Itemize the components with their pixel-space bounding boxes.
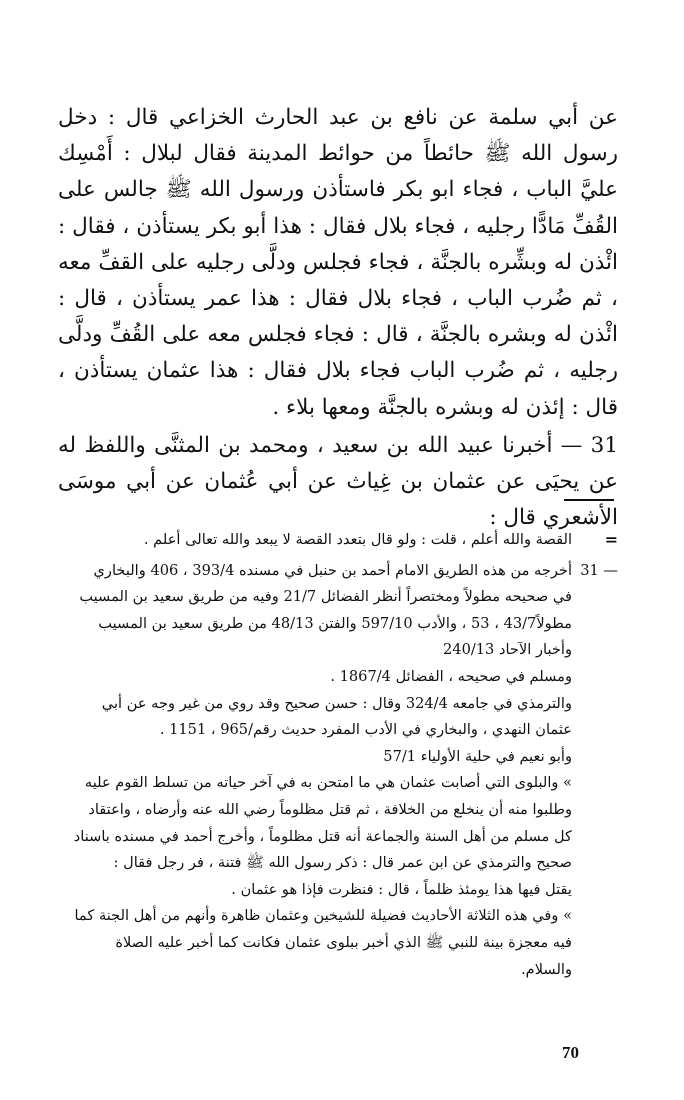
page-number: 70 <box>562 1043 579 1062</box>
footnote-line: يقتل فيها هذا يومئذ ظلماً ، قال : فنظرت فإذا هو عثمان . <box>231 880 572 898</box>
footnote-continuation <box>58 527 618 554</box>
main-text <box>58 100 618 536</box>
footnote-line: ومسلم في صحيحه ، الفضائل 1867/4 . <box>330 667 572 685</box>
hadith-paragraph: عن أبي سلمة عن نافع بن عبد الحارث الخزاعي قال : دخل رسول الله ﷺ حائطاً من حوائط المدينة فقال لبلال : أَمْسِك عليَّ الباب ، فجاء ابو بكر فاستأذن ورسول الله ﷺ جالس على القُفِّ مَادًّا رجليه ، فجاء بلال فقال : هذا أبو بكر يستأذن ، فقال : ائْذن له وبشِّره بالجنَّة ، فجاء فجلس ودلَّى رجليه على القفِّ معه ، ثم ضُرب الباب ، فجاء بلال فقال : هذا عمر يستأذن ، قال : ائْذن له وبشره بالجنَّة ، قال : فجاء فجلس معه على القُفِّ ودلَّى رجليه ، ثم ضُرب الباب فجاء بلال فقال : هذا عثمان يستأذن ، قال : إئذن له وبشره بالجنَّة ومعها بلاء . <box>58 105 618 420</box>
footnote-separator <box>564 499 614 501</box>
footnote-line: » وفي هذه الثلاثة الأحاديث فضيلة للشيخين وعثمان ظاهرة وأنهم من أهل الجنة كما <box>74 907 572 925</box>
footnote-line: وطلبوا منه أن ينخلع من الخلافة ، ثم قتل مظلوماً رضي الله عنه وأرضاه ، واعتقاد <box>88 800 572 818</box>
footnote-line: وأبو نعيم في حلية الأولياء 57/1 <box>383 747 572 765</box>
footnote-line: أخرجه من هذه الطريق الامام أحمد بن حنبل في مسنده 393/4 ، 406 والبخاري <box>93 561 572 579</box>
footnote-line: مطولاً43/7 ، 53 ، والأدب 597/10 والفتن 48/13 من طريق سعيد بن المسيب <box>98 614 572 632</box>
footnote-line: » والبلوى التي أصابت عثمان هي ما امتحن به في آخر حياته من تسلط القوم عليه <box>84 774 572 792</box>
isnad-paragraph-31: 31 — أخبرنا عبيد الله بن سعيد ، ومحمد بن المثنَّى واللفظ له عن يحيَى عن عثمان بن غِياث عن أبي عُثمان عن أبي موسَى الأشعري قال : <box>58 432 618 531</box>
footnote-line: صحيح والترمذي عن ابن عمر قال : ذكر رسول الله ﷺ فتنة ، فر رجل فقال : <box>113 854 572 872</box>
footnote-line: كل مسلم من أهل السنة والجماعة أنه قتل مظلوماً ، وأخرج أحمد في مسنده باسناد <box>73 827 572 845</box>
footnote-line: في صحيحه مطولاً ومختصراً أنظر الفضائل 21/7 وفيه من طريق سعيد بن المسيب <box>79 588 572 606</box>
footnote-line: والسلام. <box>521 960 572 978</box>
footnote-line: فيه معجزة بينة للنبي ﷺ الذي أخبر ببلوى عثمان فكانت كما أخبر عليه الصلاة <box>115 933 572 951</box>
footnote-line: والترمذي في جامعه 324/4 وقال : حسن صحيح وقد روي من غير وجه عن أبي <box>101 694 572 712</box>
footnote-line: القصة والله أعلم ، قلت : ولو قال بتعدد القصة لا يبعد والله تعالى أعلم . <box>143 531 572 548</box>
footnote-number: 31 — <box>580 561 618 579</box>
footnote-line: عثمان النهدي ، والبخاري في الأدب المفرد حديث رقم/965 ، 1151 . <box>159 721 572 739</box>
footnotes <box>58 527 618 983</box>
footnote-31 <box>58 558 618 984</box>
footnote-line: وأخبار الآحاد 240/13 <box>443 641 572 659</box>
continuation-marker: = <box>604 530 618 549</box>
